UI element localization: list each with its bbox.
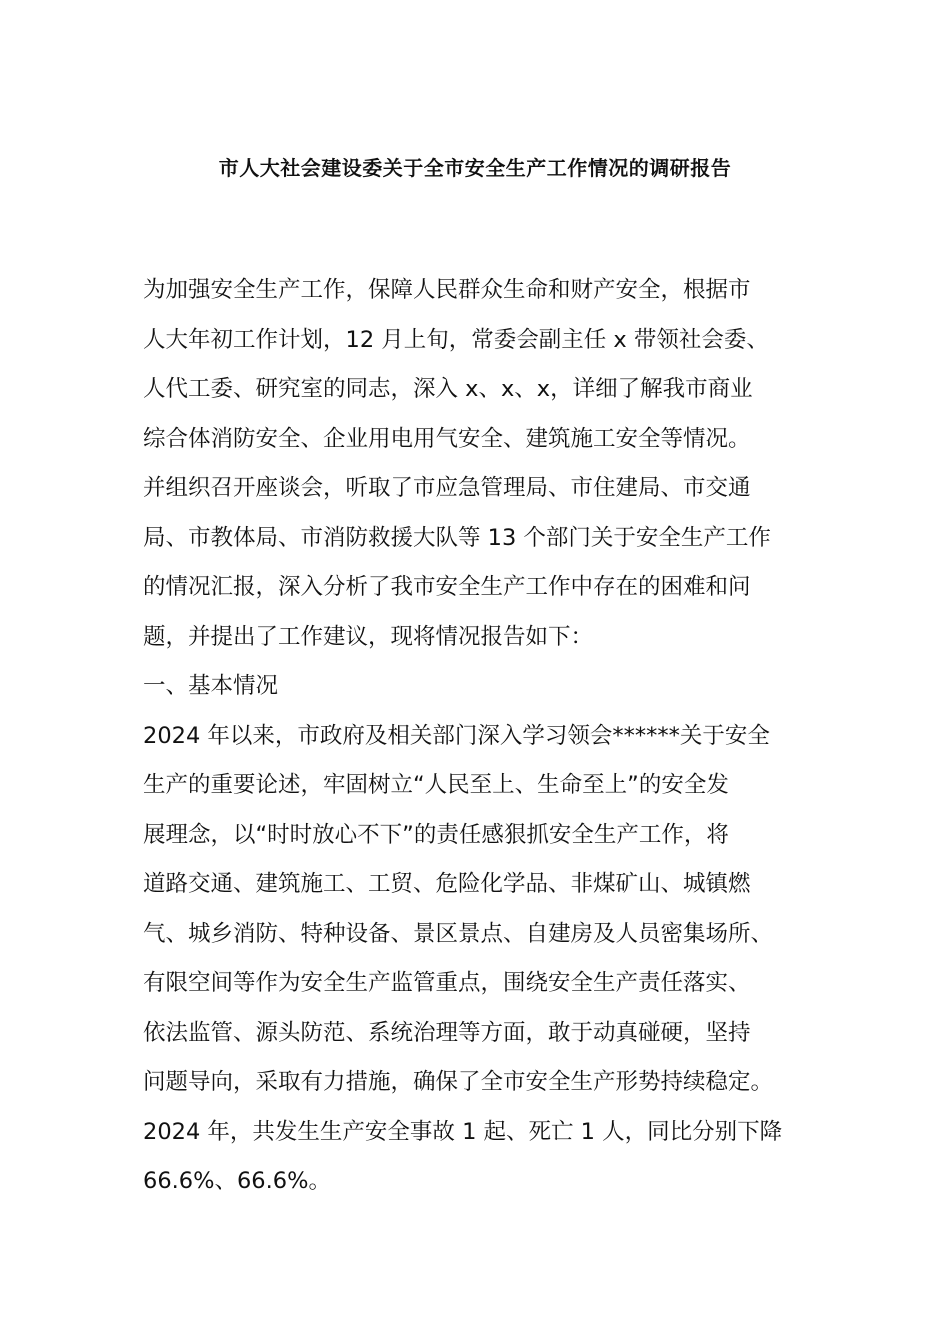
body-line: 并组织召开座谈会，听取了市应急管理局、市住建局、市交通 [143, 475, 751, 501]
body-line: 道路交通、建筑施工、工贸、危险化学品、非煤矿山、城镇燃 [143, 871, 751, 897]
body-line: 题，并提出了工作建议，现将情况报告如下： [143, 623, 594, 650]
body-line: 生产的重要论述，牢固树立“人民至上、生命至上”的安全发 [143, 772, 729, 798]
body-line: 为加强安全生产工作，保障人民群众生命和财产安全，根据市 [143, 277, 751, 303]
body-line: 人代工委、研究室的同志，深入 x、x、x，详细了解我市商业 [143, 376, 753, 402]
body-line: 局、市教体局、市消防救援大队等 13 个部门关于安全生产工作 [143, 524, 771, 551]
body-line: 2024 年以来，市政府及相关部门深入学习领会******关于安全 [143, 722, 770, 749]
body-line: 66.6%、66.6%。 [143, 1168, 331, 1194]
body-line: 有限空间等作为安全生产监管重点，围绕安全生产责任落实、 [143, 970, 751, 996]
document-title: 市人大社会建设委关于全市安全生产工作情况的调研报告 [218, 156, 732, 180]
body-line: 2024 年，共发生生产安全事故 1 起、死亡 1 人，同比分别下降 [143, 1118, 783, 1145]
body-line: 气、城乡消防、特种设备、景区景点、自建房及人员密集场所、 [143, 920, 774, 947]
body-line: 展理念，以“时时放心不下”的责任感狠抓安全生产工作，将 [143, 821, 729, 848]
document-body [143, 266, 823, 1207]
section-heading: 一、基本情况 [143, 673, 279, 699]
body-line: 问题导向，采取有力措施，确保了全市安全生产形势持续稳定。 [143, 1069, 774, 1095]
body-line: 人大年初工作计划，12 月上旬，常委会副主任 x 带领社会委、 [143, 326, 769, 353]
body-line: 综合体消防安全、企业用电用气安全、建筑施工安全等情况。 [143, 425, 751, 452]
body-line: 依法监管、源头防范、系统治理等方面，敢于动真碰硬，坚持 [143, 1019, 751, 1046]
body-line: 的情况汇报，深入分析了我市安全生产工作中存在的困难和问 [143, 574, 751, 600]
